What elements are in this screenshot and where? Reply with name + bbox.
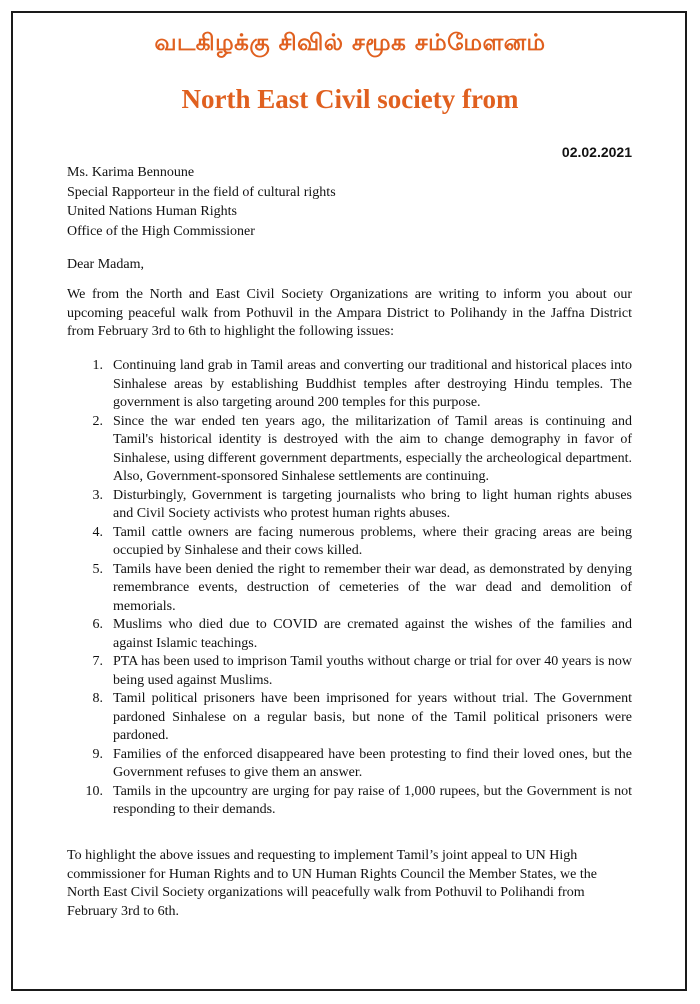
- issue-number: 1.: [92, 358, 103, 373]
- issue-text: Since the war ended ten years ago, the militarization of Tamil areas is continuing and Tamil's historical identity is destroyed with the aim to change demography in favor of Sinhalese, using different government departments, especially the archeological department. Also, Government-sponsored Sinhalese settlements are continuing.: [113, 413, 632, 484]
- issue-number: 2.: [92, 413, 103, 429]
- issue-item: [67, 690, 632, 746]
- issue-text: Muslims who died due to COVID are cremated against the wishes of the families and against Islamic teachings.: [113, 617, 632, 651]
- recipient-line: Special Rapporteur in the field of cultural rights: [67, 184, 336, 200]
- issue-number: 8.: [92, 691, 103, 706]
- issue-number: 9.: [92, 746, 103, 762]
- issue-number: 3.: [92, 487, 103, 503]
- letterhead-tamil-title: வடகிழக்கு சிவில் சமூக சம்மேளனம்: [154, 30, 546, 56]
- issue-number: 4.: [92, 524, 103, 540]
- recipient-line: Office of the High Commissioner: [67, 223, 255, 239]
- issue-number: 5.: [92, 561, 103, 577]
- issue-item: [67, 413, 632, 487]
- issue-text: Continuing land grab in Tamil areas and converting our traditional and historical places into Sinhalese areas by establishing Buddhist temples after destroying Hindu temples. The government is also targeting around 200 temples for this purpose.: [113, 358, 632, 410]
- issue-item: [67, 653, 632, 690]
- issue-number: 10.: [85, 783, 103, 799]
- issue-item: [67, 746, 632, 783]
- issue-text: Tamil cattle owners are facing numerous problems, where their gracing areas are being occupied by Sinhalese and their cows killed.: [113, 524, 632, 558]
- recipient-line: Ms. Karima Bennoune: [67, 165, 195, 180]
- issue-number: 6.: [92, 617, 103, 632]
- letter-date: 02.02.2021: [561, 144, 632, 160]
- issue-item: [67, 561, 632, 617]
- issue-text: PTA has been used to imprison Tamil youths without charge or trial for over 40 years is now being used against Muslims.: [113, 654, 632, 688]
- issue-item: [67, 487, 632, 524]
- issue-text: Tamil political prisoners have been imprisoned for years without trial. The Government pardoned Sinhalese on a regular basis, but none of the Tamil political prisoners were pardoned.: [113, 691, 632, 743]
- issue-number: 7.: [92, 654, 103, 669]
- issue-text: Tamils in the upcountry are urging for pay raise of 1,000 rupees, but the Government is not responding to their demands.: [113, 783, 632, 817]
- issue-text: Tamils have been denied the right to remember their war dead, as demonstrated by denying remembrance events, destruction of cemeteries of the war dead and demolition of memorials.: [113, 561, 632, 614]
- intro-paragraph: We from the North and East Civil Society Organizations are writing to inform you about our upcoming peaceful walk from Pothuvil in the Ampara District to Polihandy in the Jaffna District from February 3rd to 6th to highlight the following issues:: [67, 287, 632, 339]
- recipient-address: [67, 163, 336, 241]
- salutation: Dear Madam,: [67, 257, 144, 272]
- issue-item: [67, 783, 632, 820]
- issue-text: Families of the enforced disappeared have been protesting to find their loved ones, but the Government refuses to give them an answer.: [113, 746, 632, 780]
- issue-item: [67, 357, 632, 413]
- recipient-line: United Nations Human Rights: [67, 204, 237, 219]
- issue-text: Disturbingly, Government is targeting journalists who bring to light human rights abuses and Civil Society activists who protest human rights abuses.: [113, 487, 632, 521]
- issues-list: [67, 357, 632, 820]
- issue-item: [67, 616, 632, 653]
- letterhead-english-title: North East Civil society from: [181, 84, 519, 114]
- issue-item: [67, 524, 632, 561]
- closing-paragraph: To highlight the above issues and requesting to implement Tamil’s joint appeal to UN High commissioner for Human Rights and to UN Human Rights Council the Member States, we the North East Civil Society organizations will peacefully walk from Pothuvil to Polihandi from February 3rd to 6th.: [67, 848, 597, 919]
